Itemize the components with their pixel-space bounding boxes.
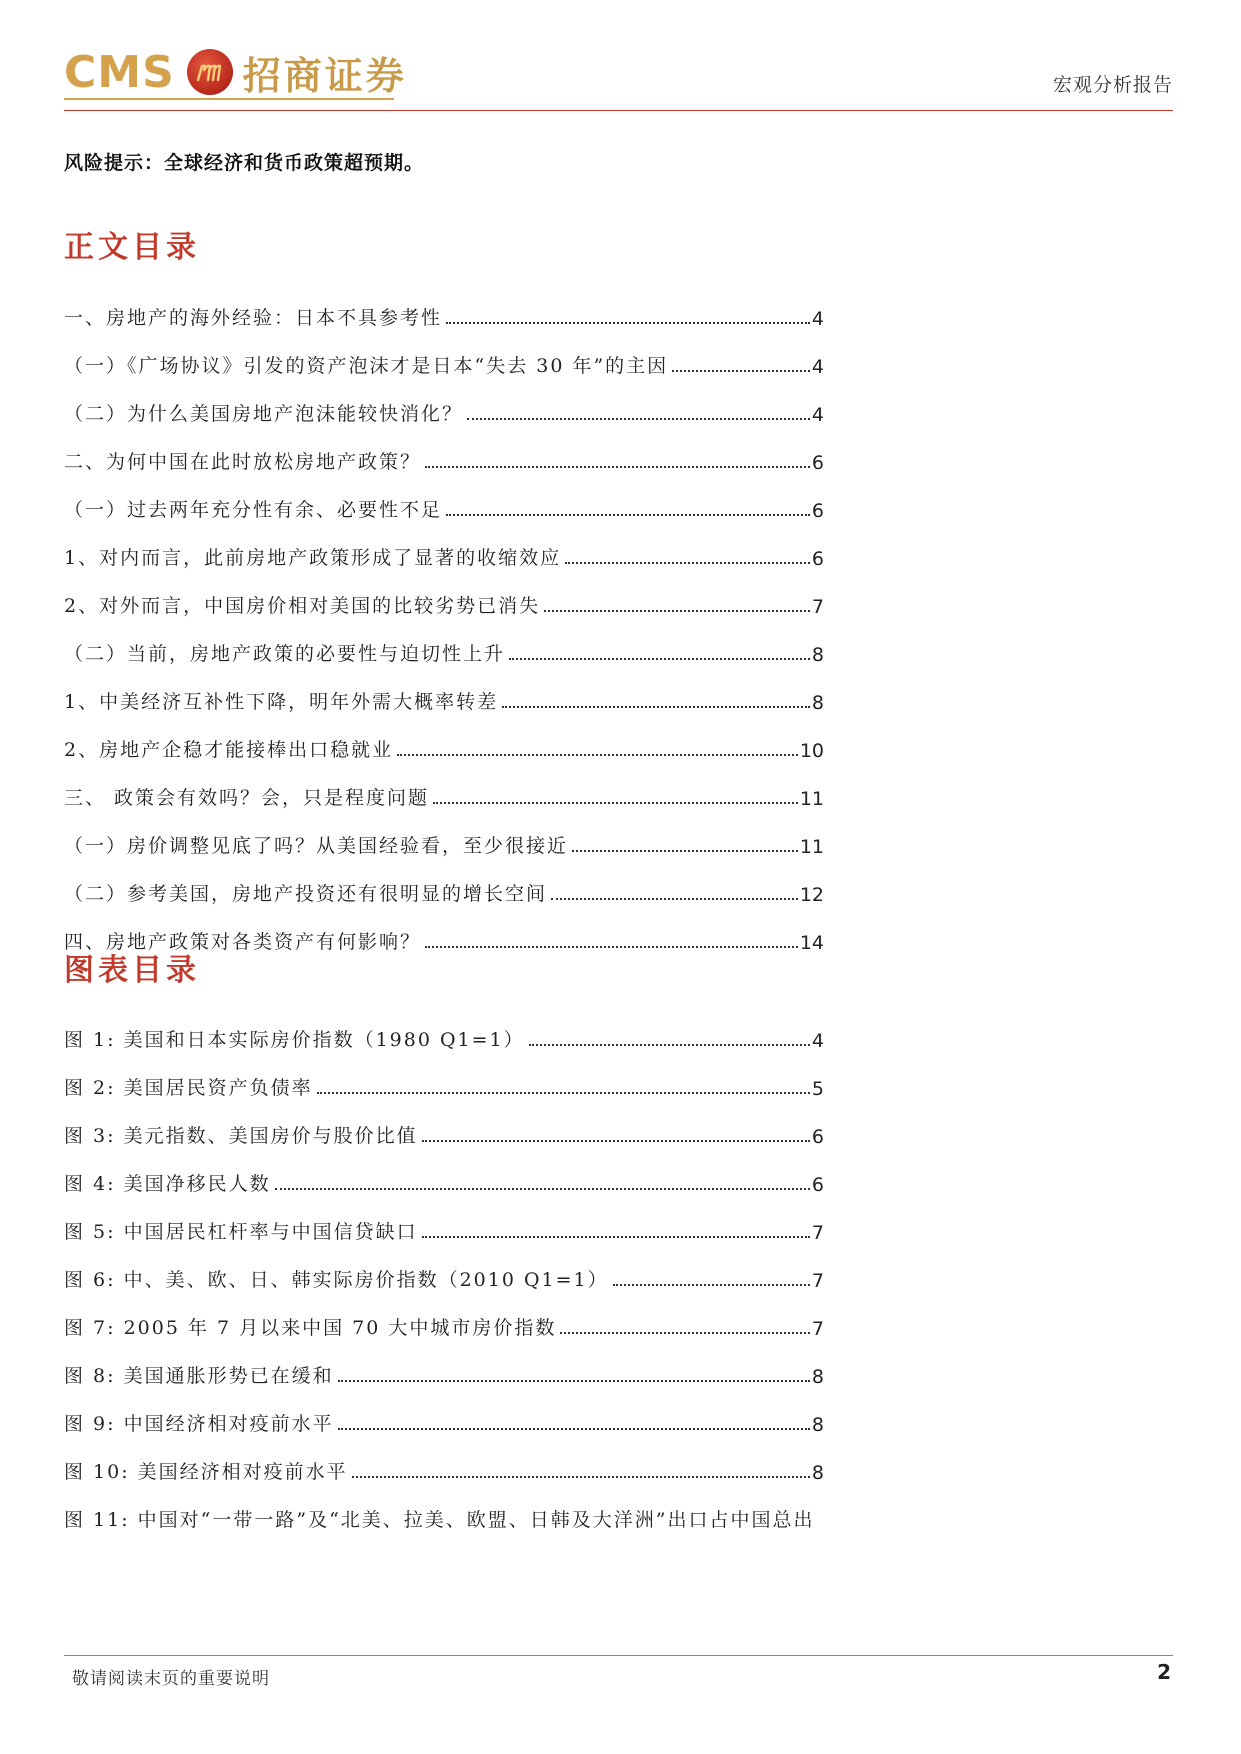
dot-leader <box>422 1236 810 1238</box>
toc-entry-page: 4 <box>811 404 824 426</box>
dot-leader <box>613 1284 810 1286</box>
footer-divider <box>64 1655 1173 1656</box>
figure-entry[interactable] <box>64 1388 824 1436</box>
dot-leader <box>338 1428 810 1430</box>
toc-title: 正文目录 <box>64 230 200 265</box>
figure-entry-page: 8 <box>811 1414 824 1436</box>
figure-entry-page: 7 <box>811 1270 824 1292</box>
toc-entry-page: 12 <box>799 884 824 906</box>
toc-entry-text: （二）为什么美国房地产泡沫能较快消化？ <box>64 403 464 425</box>
toc-entry[interactable] <box>64 474 824 522</box>
company-logo <box>64 44 407 100</box>
toc-entry-text: （二）当前，房地产政策的必要性与迫切性上升 <box>64 643 506 665</box>
toc-entry[interactable] <box>64 666 824 714</box>
toc-entry[interactable] <box>64 282 824 330</box>
figure-entry-page: 8 <box>811 1366 824 1388</box>
toc-entry[interactable] <box>64 762 824 810</box>
figure-entry[interactable] <box>64 1100 824 1148</box>
dot-leader <box>275 1188 810 1190</box>
toc-entry-text: 二、为何中国在此时放松房地产政策？ <box>64 451 422 473</box>
toc-entry[interactable] <box>64 570 824 618</box>
figure-entry[interactable] <box>64 1244 824 1292</box>
logo-company-name: 招商证券 <box>242 53 407 98</box>
dot-leader <box>425 946 798 948</box>
footer-note: 敬请阅读末页的重要说明 <box>72 1669 270 1689</box>
figure-entry-page: 6 <box>811 1174 824 1196</box>
toc-entry-page: 6 <box>811 452 824 474</box>
toc-entry[interactable] <box>64 522 824 570</box>
risk-note: 风险提示：全球经济和货币政策超预期。 <box>64 152 425 174</box>
toc-entry-page: 6 <box>811 548 824 570</box>
toc-entry-page: 8 <box>811 692 824 714</box>
toc-entry[interactable] <box>64 714 824 762</box>
figure-entry-page: 7 <box>811 1222 824 1244</box>
toc-entry-page: 14 <box>799 932 824 954</box>
figure-entry-text: 图 2: 美国居民资产负债率 <box>64 1077 313 1099</box>
figure-entry-text: 图 11: 中国对“一带一路”及“北美、拉美、欧盟、日韩及大洋洲”出口占中国总出 <box>64 1509 815 1531</box>
dot-leader <box>425 466 810 468</box>
figure-entry-text: 图 5: 中国居民杠杆率与中国信贷缺口 <box>64 1221 418 1243</box>
figure-entry[interactable] <box>64 1436 824 1484</box>
page-number: 2 <box>1157 1660 1171 1684</box>
figure-entry-page: 8 <box>811 1462 824 1484</box>
dot-leader <box>352 1476 810 1478</box>
dot-leader <box>560 1332 810 1334</box>
toc-entry-text: 三、 政策会有效吗？会，只是程度问题 <box>64 787 430 809</box>
logo-cms-text: CMS <box>64 46 175 98</box>
figures-title: 图表目录 <box>64 953 200 988</box>
toc-entry-page: 8 <box>811 644 824 666</box>
toc-entry-text: 2、房地产企稳才能接棒出口稳就业 <box>64 739 394 761</box>
dot-leader <box>467 418 810 420</box>
figure-entry[interactable] <box>64 1196 824 1244</box>
toc-entry-page: 10 <box>799 740 824 762</box>
toc-entry[interactable] <box>64 378 824 426</box>
figure-entry-text: 图 9: 中国经济相对疫前水平 <box>64 1413 334 1435</box>
dot-leader <box>446 514 810 516</box>
dot-leader <box>397 754 798 756</box>
figure-entry-text: 图 10: 美国经济相对疫前水平 <box>64 1461 348 1483</box>
dot-leader <box>422 1140 810 1142</box>
figure-entry[interactable] <box>64 1340 824 1388</box>
dot-leader <box>317 1092 810 1094</box>
toc-entry-page: 11 <box>799 788 824 810</box>
dot-leader <box>672 370 810 372</box>
figure-entry-text: 图 7: 2005 年 7 月以来中国 70 大中城市房价指数 <box>64 1317 557 1339</box>
toc-entry-page: 4 <box>811 308 824 330</box>
toc-entry-page: 7 <box>811 596 824 618</box>
toc-entry-text: 1、对内而言，此前房地产政策形成了显著的收缩效应 <box>64 547 562 569</box>
logo-underline <box>64 98 394 100</box>
toc-entry-page: 6 <box>811 500 824 522</box>
toc-entry-text: （一）过去两年充分性有余、必要性不足 <box>64 499 443 521</box>
dot-leader <box>338 1380 810 1382</box>
toc-entry-text: 2、对外而言，中国房价相对美国的比较劣势已消失 <box>64 595 541 617</box>
dot-leader <box>529 1044 810 1046</box>
toc-entry-text: （一）《广场协议》引发的资产泡沫才是日本“失去 30 年”的主因 <box>64 355 669 377</box>
toc-entry-text: 1、中美经济互补性下降，明年外需大概率转差 <box>64 691 499 713</box>
toc-entry-text: （一）房价调整见底了吗？从美国经验看，至少很接近 <box>64 835 569 857</box>
dot-leader <box>509 658 810 660</box>
toc-entry-text: 一、房地产的海外经验：日本不具参考性 <box>64 307 443 329</box>
figure-entry-text: 图 6: 中、美、欧、日、韩实际房价指数（2010 Q1=1） <box>64 1269 609 1291</box>
toc-entry[interactable] <box>64 618 824 666</box>
dot-leader <box>551 898 798 900</box>
toc-entry-text: 四、房地产政策对各类资产有何影响？ <box>64 931 422 953</box>
page-header <box>64 40 1173 112</box>
dot-leader <box>502 706 810 708</box>
figure-entry[interactable] <box>64 1292 824 1340</box>
header-divider <box>64 110 1173 111</box>
figure-entry-page: 5 <box>811 1078 824 1100</box>
report-type-label: 宏观分析报告 <box>1052 74 1173 96</box>
figure-entry-text: 图 8: 美国通胀形势已在缓和 <box>64 1365 334 1387</box>
figure-entry-text: 图 1: 美国和日本实际房价指数（1980 Q1=1） <box>64 1029 525 1051</box>
figures-list <box>64 1004 824 1532</box>
figure-entry-page: 6 <box>811 1126 824 1148</box>
toc-entry[interactable] <box>64 330 824 378</box>
figure-entry-page: 7 <box>811 1318 824 1340</box>
dot-leader <box>433 802 798 804</box>
dot-leader <box>544 610 810 612</box>
figure-entry[interactable] <box>64 1148 824 1196</box>
toc-list <box>64 282 824 954</box>
toc-entry[interactable] <box>64 426 824 474</box>
figure-entry-text: 图 4: 美国净移民人数 <box>64 1173 271 1195</box>
toc-entry-text: （二）参考美国，房地产投资还有很明显的增长空间 <box>64 883 548 905</box>
figure-entry[interactable] <box>64 1052 824 1100</box>
dot-leader <box>565 562 810 564</box>
toc-entry-page: 4 <box>811 356 824 378</box>
figure-entry-page: 4 <box>811 1030 824 1052</box>
dot-leader <box>572 850 798 852</box>
logo-badge-icon <box>187 49 233 95</box>
toc-entry-page: 11 <box>799 836 824 858</box>
figure-entry[interactable] <box>64 1004 824 1052</box>
toc-entry[interactable] <box>64 810 824 858</box>
logo-m-icon <box>195 61 225 83</box>
dot-leader <box>446 322 810 324</box>
figure-entry-text: 图 3: 美元指数、美国房价与股价比值 <box>64 1125 418 1147</box>
figure-entry[interactable] <box>64 1484 824 1532</box>
toc-entry[interactable] <box>64 858 824 906</box>
